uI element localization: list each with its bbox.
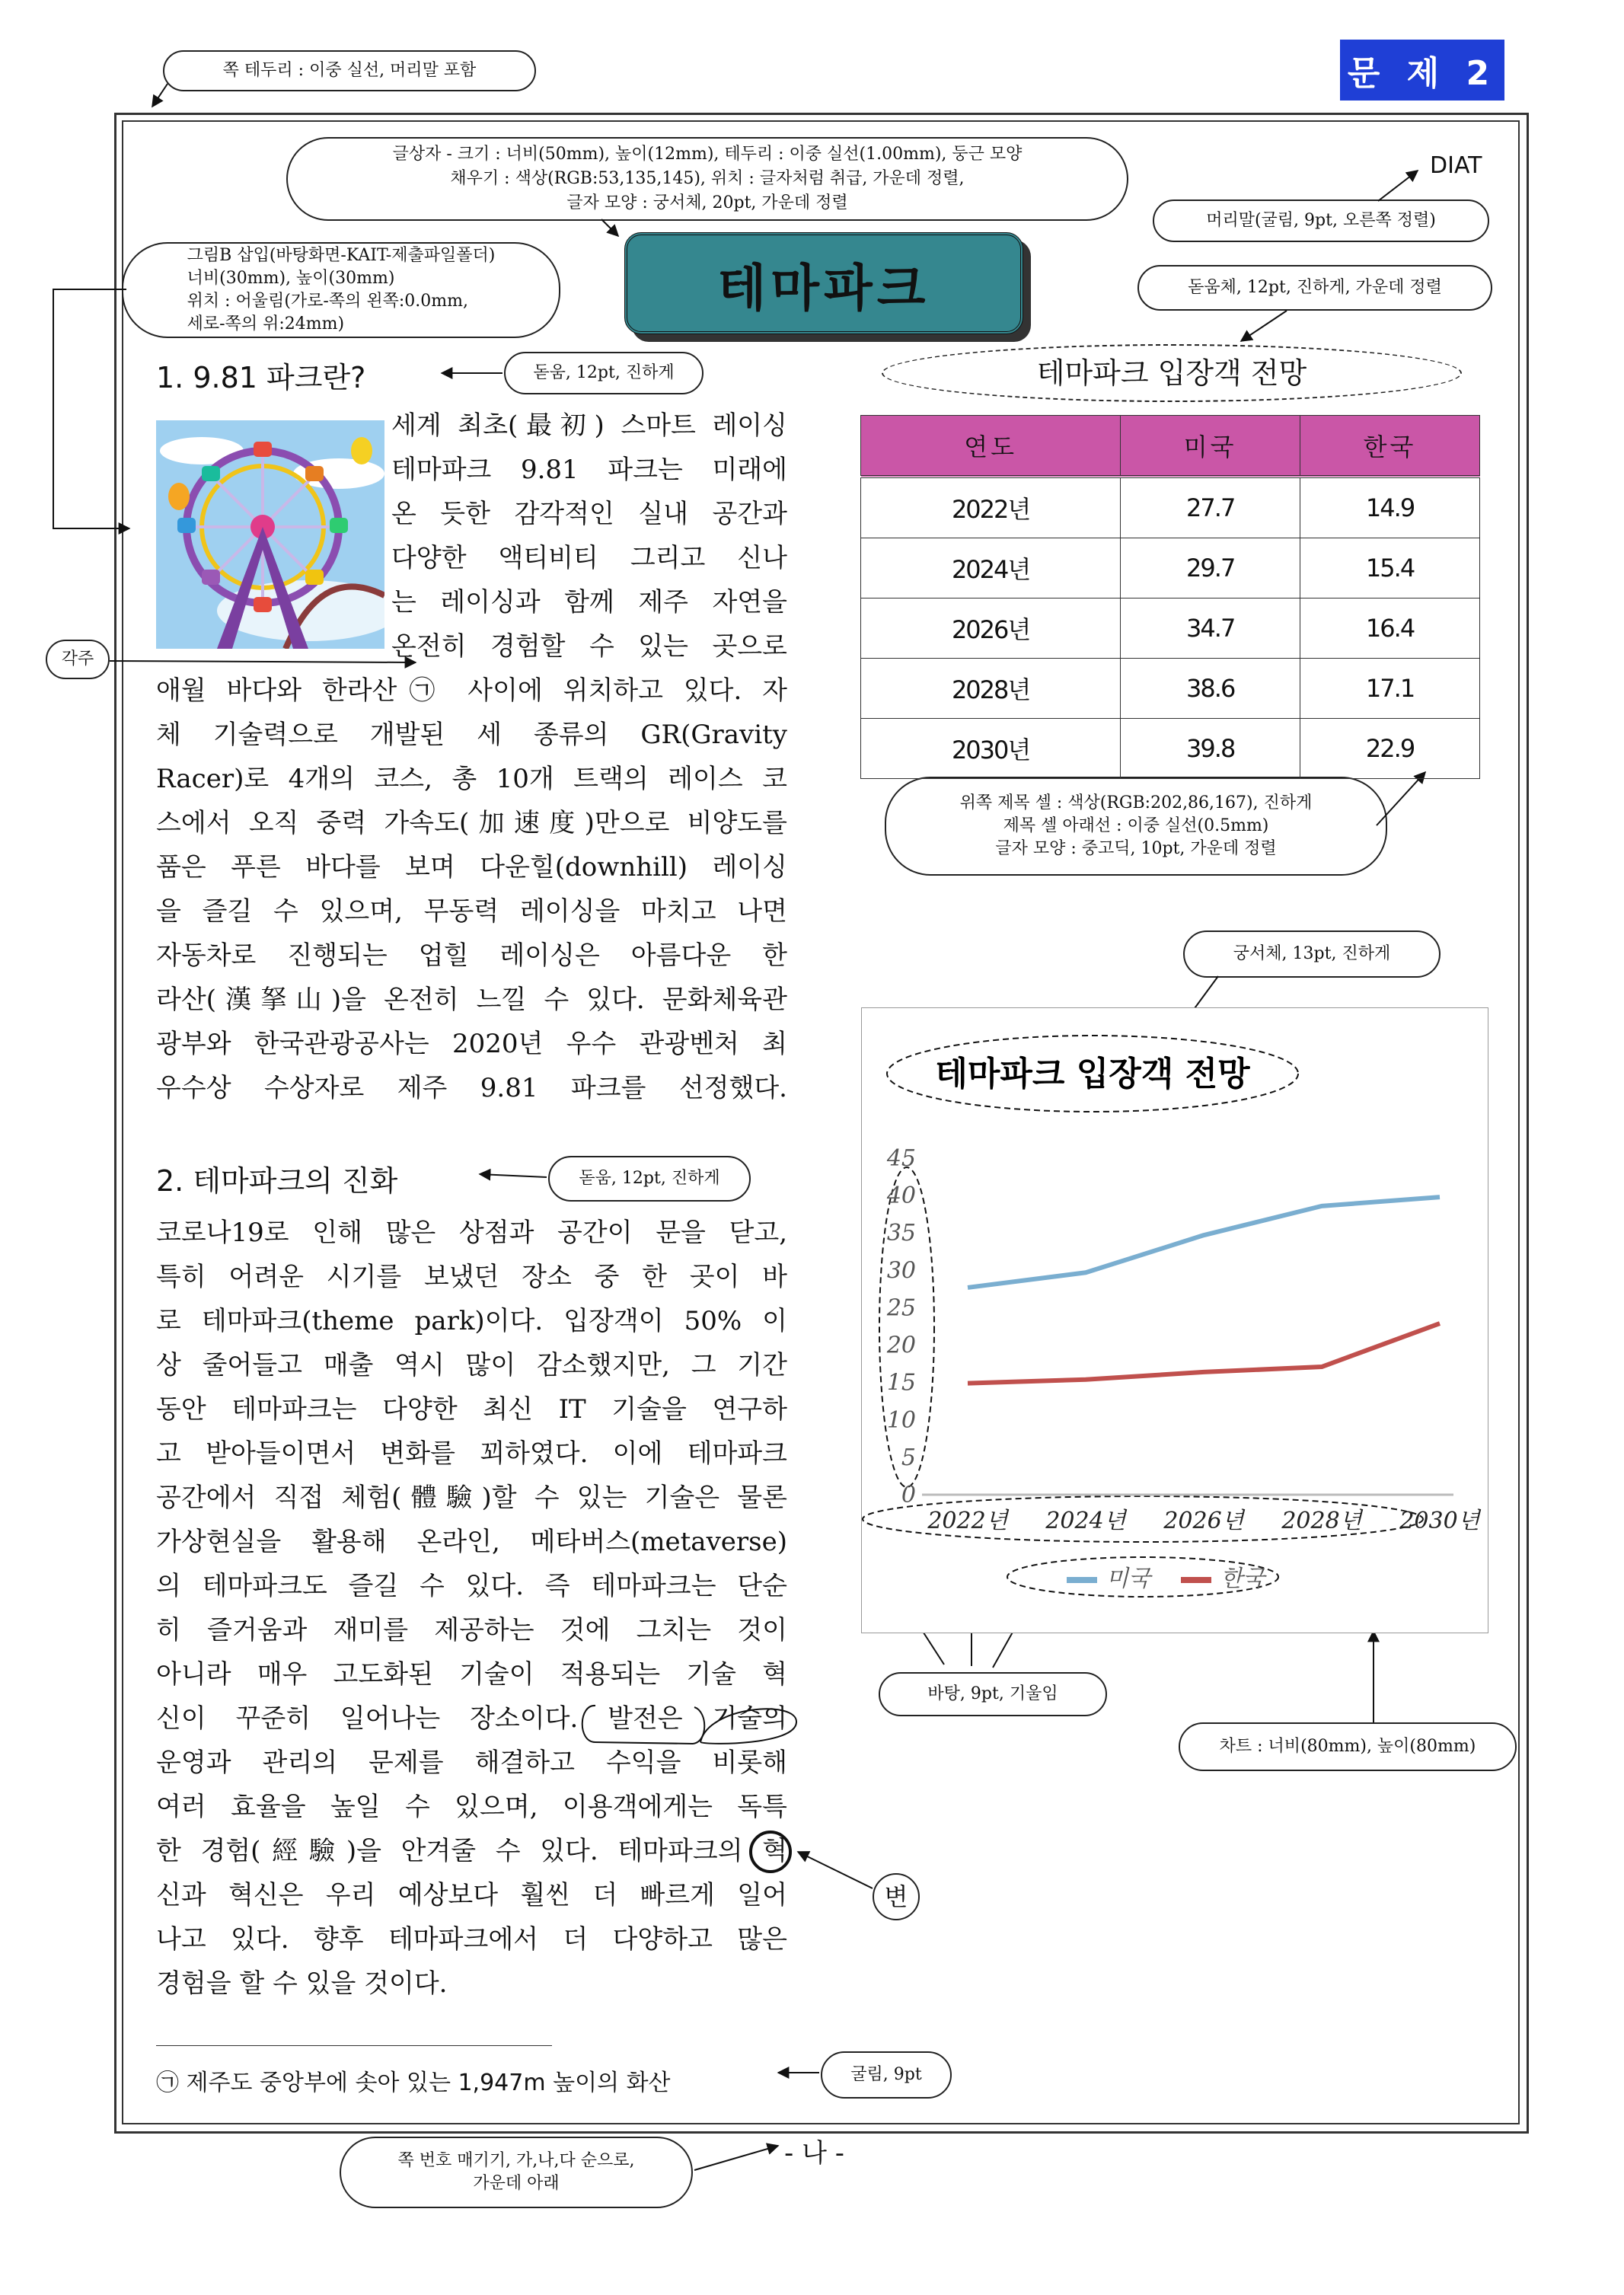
y-tick-label: 0 — [901, 1482, 916, 1508]
section2-line: 가상현실을 활용해 온라인, 메타버스(metaverse) — [156, 1527, 787, 1557]
footnote-text: ㉠ 제주도 중앙부에 솟아 있는 1,947m 높이의 화산 — [156, 2070, 671, 2096]
chart-title: 테마파크 입장객 전망 — [935, 1055, 1250, 1093]
callout-page-border: 쪽 테두리 : 이중 실선, 머리말 포함 — [163, 50, 536, 91]
header-text: DIAT — [1430, 152, 1482, 179]
y-tick-label: 35 — [886, 1220, 916, 1247]
y-tick-label: 15 — [886, 1369, 916, 1396]
section1-full-text — [156, 669, 787, 1110]
table-cell: 38.6 — [1121, 659, 1300, 719]
callout-table-title-style: 돋움체, 12pt, 진하게, 가운데 정렬 — [1137, 265, 1492, 311]
section1-line: 는 레이싱과 함께 제주 자연을 — [391, 587, 787, 618]
callout-chart-title-style: 궁서체, 13pt, 진하게 — [1183, 930, 1441, 978]
callout-header: 머리말(굴림, 9pt, 오른쪽 정렬) — [1153, 199, 1489, 242]
section2-line: 공간에서 직접 체험(體驗)할 수 있는 기술은 물론 — [156, 1483, 787, 1513]
section2-line: 동안 테마파크는 다양한 최신 IT 기술을 연구하 — [156, 1394, 787, 1425]
section2-line: 의 테마파크도 즐길 수 있다. 즉 테마파크는 단순 — [156, 1571, 787, 1601]
section1-line: 테마파크 9.81 파크는 미래에 — [391, 455, 787, 485]
section1-line: 온 듯한 감각적인 실내 공간과 — [391, 499, 787, 529]
section1-heading: 1. 9.81 파크란? — [156, 361, 366, 394]
table-cell: 27.7 — [1121, 477, 1300, 538]
callout-table-cell: 위쪽 제목 셀 : 색상(RGB:202,86,167), 진하게 제목 셀 아래선 : 이중 실선(0.5mm) 글자 모양 : 중고딕, 10pt, 가운데 정렬 — [885, 777, 1387, 876]
table-cell: 14.9 — [1300, 477, 1480, 538]
x-tick-label: 2022년 — [927, 1508, 1008, 1534]
table-cell: 2026년 — [861, 598, 1121, 659]
table-cell: 34.7 — [1121, 598, 1300, 659]
callout-footnote-mark: 각주 — [46, 640, 110, 679]
problem-label: 문 제 2 — [1340, 40, 1504, 101]
section2-text — [156, 1211, 787, 2006]
table-cell: 39.8 — [1121, 719, 1300, 779]
table-cell: 2030년 — [861, 719, 1121, 779]
section1-line: 온전히 경험할 수 있는 곳으로 — [391, 631, 787, 662]
x-tick-label: 2030년 — [1399, 1508, 1480, 1534]
x-tick-label: 2024년 — [1045, 1508, 1126, 1534]
footnote-separator — [156, 2045, 552, 2046]
x-tick-label: 2026년 — [1163, 1508, 1244, 1534]
section1-line: 품은 푸른 바다를 보며 다운힐(downhill) 레이싱 — [156, 852, 787, 883]
section2-line: 로 테마파크(theme park)이다. 입장객이 50% 이 — [156, 1306, 787, 1336]
section2-line: 상 줄어들고 매출 역시 많이 감소했지만, 그 기간 — [156, 1350, 787, 1381]
legend-label: 한국 — [1220, 1566, 1265, 1592]
section2-line: 고 받아들이면서 변화를 꾀하였다. 이에 테마파크 — [156, 1438, 787, 1469]
y-axis-ellipse — [879, 1167, 934, 1487]
y-tick-label: 30 — [886, 1257, 916, 1285]
section2-line: 나고 있다. 향후 테마파크에서 더 다양하고 많은 — [156, 1924, 787, 1955]
section1-line: 다양한 액티비티 그리고 신나 — [391, 543, 787, 573]
section1-line: 라산(漢拏山)을 온전히 느낄 수 있다. 문화체육관 — [156, 985, 787, 1015]
main-title-box: 테마파크 — [624, 232, 1023, 334]
callout-chart-size: 차트 : 너비(80mm), 높이(80mm) — [1179, 1722, 1517, 1771]
table-title: 테마파크 입장객 전망 — [882, 344, 1462, 402]
table-header-cell: 미국 — [1121, 416, 1300, 477]
x-tick-label: 2028년 — [1281, 1508, 1362, 1534]
section2-line: 신과 혁신은 우리 예상보다 훨씬 더 빠르게 일어 — [156, 1880, 787, 1910]
table-row — [861, 538, 1480, 598]
callout-heading2-style: 돋움, 12pt, 진하게 — [548, 1156, 751, 1202]
table-cell: 2024년 — [861, 538, 1121, 598]
section2-line: 신이 꾸준히 일어나는 장소이다. 발전은 기술의 — [156, 1703, 787, 1734]
y-tick-label: 10 — [886, 1406, 916, 1434]
section2-line: 코로나19로 인해 많은 상점과 공간이 문을 닫고, — [156, 1218, 787, 1248]
callout-heading1-style: 돋움, 12pt, 진하게 — [504, 352, 704, 394]
y-tick-label: 20 — [886, 1332, 916, 1359]
line-chart — [861, 1007, 1487, 1632]
y-tick-label: 40 — [886, 1183, 916, 1210]
table-cell: 2028년 — [861, 659, 1121, 719]
table-row — [861, 659, 1480, 719]
section1-line: 세계 최초(最初) 스마트 레이싱 — [391, 410, 787, 441]
section1-line: 체 기술력으로 개발된 세 종류의 GR(Gravity — [156, 720, 787, 750]
callout-edit-mark: 변 — [873, 1873, 920, 1920]
page-number: - 나 - — [784, 2138, 844, 2169]
callout-textbox: 글상자 - 크기 : 너비(50mm), 높이(12mm), 테두리 : 이중 실선(1.00mm), 둥근 모양 채우기 : 색상(RGB:53,135,145), 위치 : 글자처럼 취급, 가운데 정렬, 글자 모양 : 궁서체, 20pt, 가운데 정렬 — [286, 137, 1128, 221]
callout-picture: 그림B 삽입(바탕화면-KAIT-제출파일폴더) 너비(30mm), 높이(30mm) 위치 : 어울림(가로-쪽의 왼쪽:0.0mm, 세로-쪽의 위:24mm) — [122, 242, 560, 338]
y-tick-label: 45 — [886, 1145, 916, 1172]
section2-heading: 2. 테마파크의 진화 — [156, 1164, 398, 1198]
section1-line: Racer)로 4개의 코스, 총 10개 트랙의 레이스 코 — [156, 764, 787, 794]
section2-line: 여러 효율을 높일 수 있으며, 이용객에게는 독특 — [156, 1792, 787, 1822]
section1-line: 스에서 오직 중력 가속도(加速度)만으로 비양도를 — [156, 808, 787, 838]
table-cell: 22.9 — [1300, 719, 1480, 779]
section1-line: 애월 바다와 한라산㉠ 사이에 위치하고 있다. 자 — [156, 675, 787, 706]
table-row — [861, 477, 1480, 538]
callout-axis-style: 바탕, 9pt, 기울임 — [879, 1672, 1107, 1716]
table-header-row — [861, 416, 1480, 477]
section1-line: 우수상 수상자로 제주 9.81 파크를 선정했다. — [156, 1073, 787, 1103]
table-cell: 2022년 — [861, 477, 1121, 538]
section2-line: 아니라 매우 고도화된 기술이 적용되는 기술 혁 — [156, 1659, 787, 1690]
section2-line: 운영과 관리의 문제를 해결하고 수익을 비롯해 — [156, 1748, 787, 1778]
ferris-wheel-picture — [156, 420, 384, 649]
series-line-1 — [968, 1197, 1440, 1288]
section2-line: 특히 어려운 시기를 보냈던 장소 중 한 곳이 바 — [156, 1262, 787, 1292]
section2-line: 경험을 할 수 있을 것이다. — [156, 1968, 448, 1999]
section1-line: 자동차로 진행되는 업힐 레이싱은 아름다운 한 — [156, 940, 787, 971]
table-cell: 29.7 — [1121, 538, 1300, 598]
section1-line: 을 즐길 수 있으며, 무동력 레이싱을 마치고 나면 — [156, 896, 787, 927]
series-line-2 — [968, 1323, 1440, 1384]
legend-label: 미국 — [1106, 1566, 1150, 1592]
table-header-cell: 한국 — [1300, 416, 1480, 477]
callout-footnote-style: 굴림, 9pt — [821, 2051, 952, 2099]
table-row — [861, 598, 1480, 659]
section1-line: 광부와 한국관광공사는 2020년 우수 관광벤처 최 — [156, 1029, 787, 1059]
y-tick-label: 25 — [886, 1294, 916, 1322]
table-cell: 15.4 — [1300, 538, 1480, 598]
data-table — [860, 415, 1480, 779]
section1-wrapped-text — [391, 404, 787, 669]
table-header-cell: 연도 — [861, 416, 1121, 477]
table-cell: 17.1 — [1300, 659, 1480, 719]
y-tick-label: 5 — [901, 1444, 916, 1471]
section2-line: 히 즐거움과 재미를 제공하는 것에 그치는 것이 — [156, 1615, 787, 1645]
callout-page-number-style: 쪽 번호 매기기, 가,나,다 순으로, 가운데 아래 — [340, 2137, 693, 2208]
table-cell: 16.4 — [1300, 598, 1480, 659]
section2-line: 한 경험(經驗)을 안겨줄 수 있다. 테마파크의 혁 — [156, 1836, 787, 1866]
table-row — [861, 719, 1480, 779]
